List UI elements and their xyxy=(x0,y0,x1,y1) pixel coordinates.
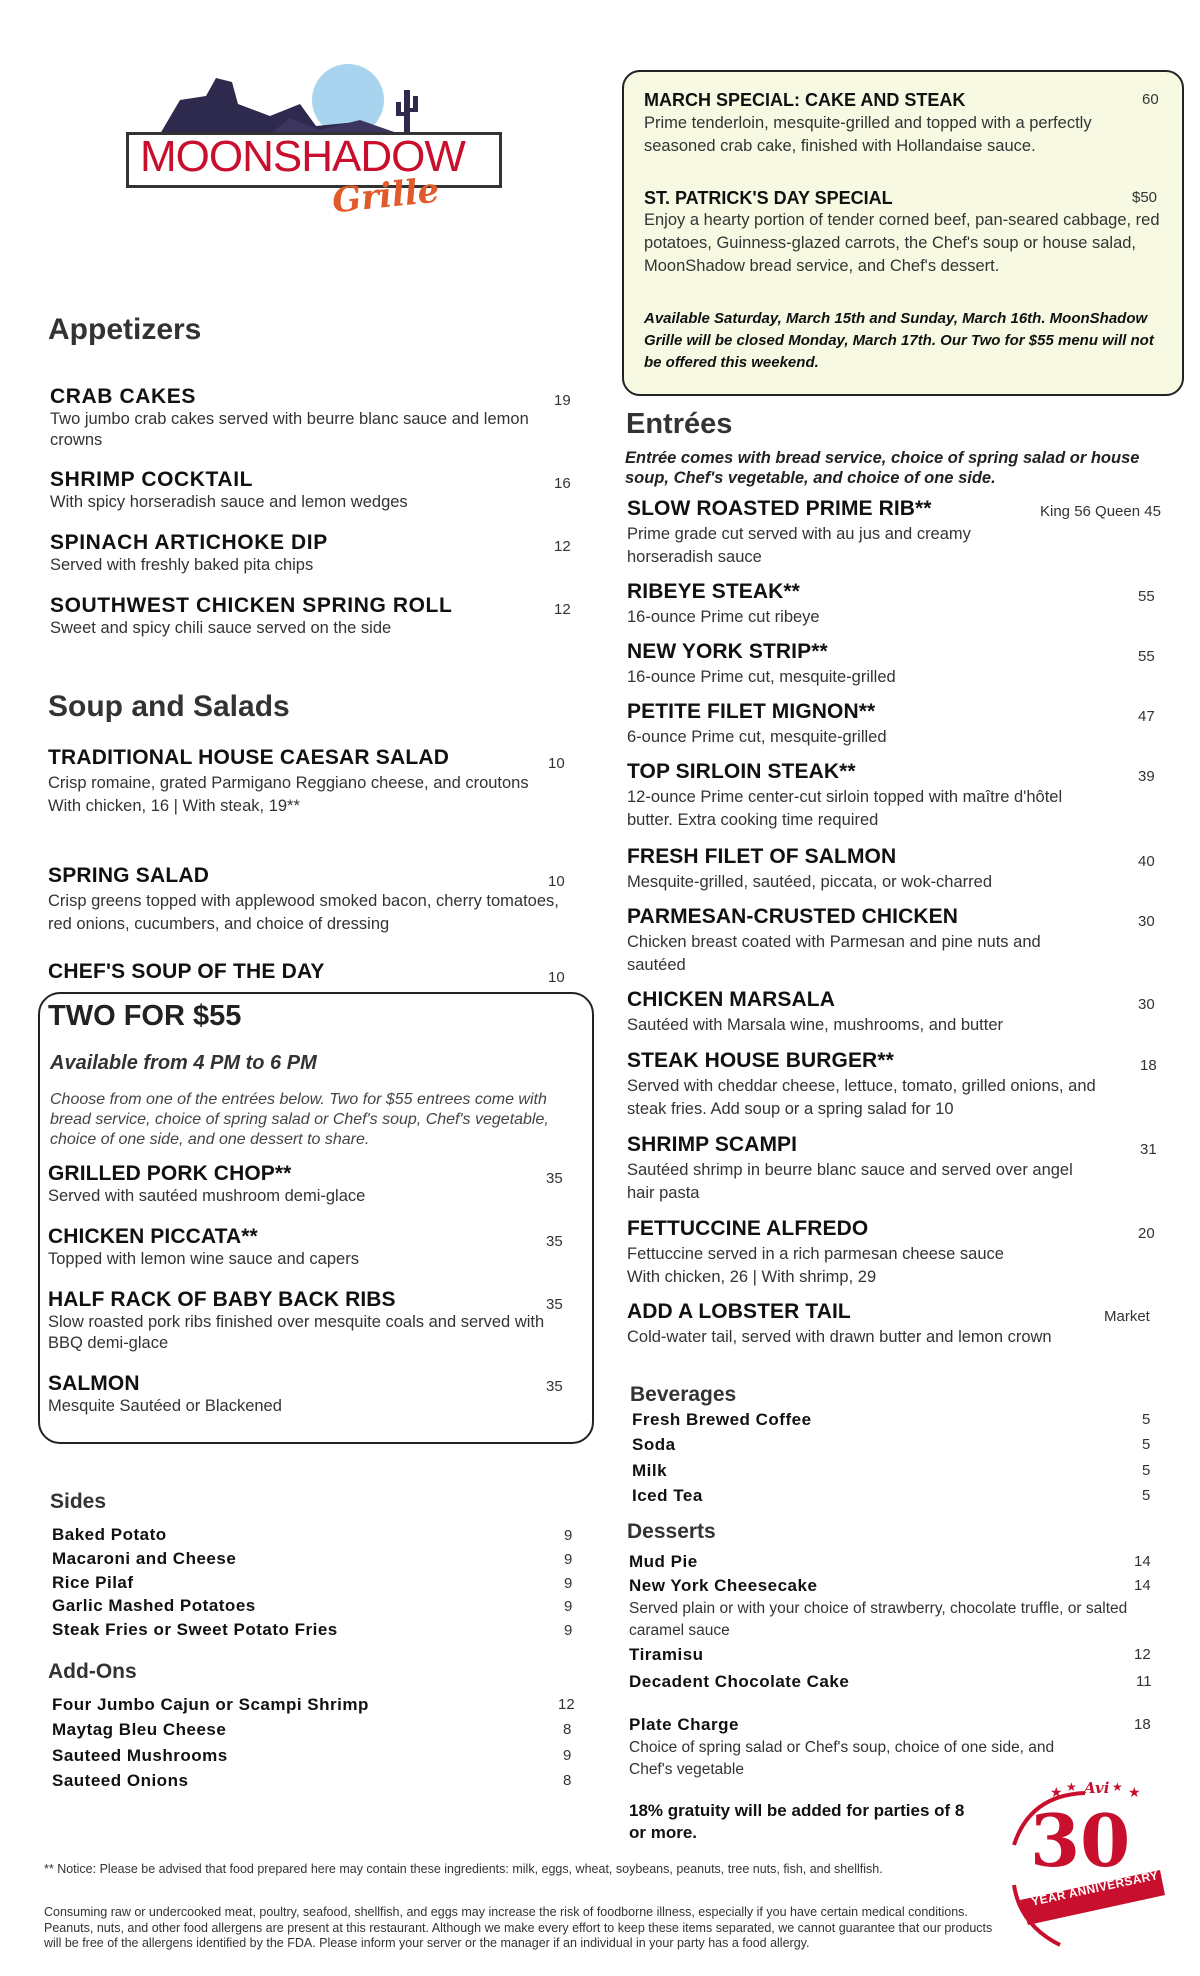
entrees-heading: Entrées xyxy=(626,408,733,440)
specials-note: Available Saturday, March 15th and Sunday, March 16th. MoonShadow Grille will be closed Monday, March 17th. Our Two for $55 menu will not be offered this weekend. xyxy=(644,310,1154,371)
item-desc: Slow roasted pork ribs finished over mesquite coals and served with BBQ demi-glace xyxy=(48,1313,545,1352)
item-option: With chicken, 26 | With shrimp, 29 xyxy=(627,1268,877,1286)
menu-item xyxy=(48,1288,548,1354)
item-name: TRADITIONAL HOUSE CAESAR SALAD xyxy=(48,746,450,769)
item-desc: Served with freshly baked pita chips xyxy=(50,556,314,574)
item-desc: Crisp greens topped with applewood smoked bacon, cherry tomatoes, red onions, cucumbers, and choice of dressing xyxy=(48,892,559,933)
item-price: 35 xyxy=(546,1378,563,1395)
item-name: SPRING SALAD xyxy=(48,864,210,887)
dessert-price: 14 xyxy=(1134,1577,1151,1594)
plate-charge-price: 18 xyxy=(1134,1716,1151,1733)
item-price: King 56 Queen 45 xyxy=(1040,503,1161,520)
menu-item xyxy=(50,468,530,513)
svg-text:★: ★ xyxy=(1128,1784,1141,1800)
side-price: 9 xyxy=(564,1622,573,1639)
menu-item xyxy=(627,1300,1097,1349)
item-price: 35 xyxy=(546,1233,563,1250)
item-price: 10 xyxy=(548,873,565,890)
item-price: 55 xyxy=(1138,648,1155,665)
side-item: Macaroni and Cheese xyxy=(52,1549,237,1568)
item-name: CHEF'S SOUP OF THE DAY xyxy=(48,960,325,983)
item-price: 30 xyxy=(1138,996,1155,1013)
menu-item xyxy=(50,594,550,639)
two-for-note: Choose from one of the entrées below. Two for $55 entrees come with bread service, choice of spring salad or Chef's soup, Chef's vegetable, choice of one side, and one dessert to share. xyxy=(50,1091,549,1148)
addon-item: Four Jumbo Cajun or Scampi Shrimp xyxy=(52,1695,369,1714)
item-desc: With spicy horseradish sauce and lemon wedges xyxy=(50,493,408,511)
item-option: With chicken, 16 | With steak, 19** xyxy=(48,797,300,815)
item-price: 20 xyxy=(1138,1225,1155,1242)
desserts-heading: Desserts xyxy=(627,1520,716,1543)
item-desc: 12-ounce Prime center-cut sirloin topped with maître d'hôtel butter. Extra cooking time required xyxy=(627,788,1063,829)
beverage-price: 5 xyxy=(1142,1411,1151,1428)
item-name: PARMESAN-CRUSTED CHICKEN xyxy=(627,905,959,928)
sides-heading: Sides xyxy=(50,1490,107,1513)
item-desc: Chicken breast coated with Parmesan and pine nuts and sautéed xyxy=(627,933,1041,974)
addon-price: 9 xyxy=(563,1747,572,1764)
beverages-heading: Beverages xyxy=(630,1383,737,1406)
beverage-price: 5 xyxy=(1142,1462,1151,1479)
item-name: SHRIMP SCAMPI xyxy=(627,1133,798,1156)
item-name: SALMON xyxy=(48,1372,140,1395)
item-price: 35 xyxy=(546,1296,563,1313)
menu-item xyxy=(48,960,568,984)
dessert-item: Tiramisu xyxy=(629,1645,704,1664)
menu-item xyxy=(627,497,1047,569)
item-desc: Fettuccine served in a rich parmesan cheese sauce xyxy=(627,1245,1004,1263)
two-for-title: TWO FOR $55 xyxy=(48,1000,242,1032)
stpat-special-price: $50 xyxy=(1132,189,1158,206)
item-desc: Served with sautéed mushroom demi-glace xyxy=(48,1187,366,1205)
addon-item: Maytag Bleu Cheese xyxy=(52,1720,227,1739)
item-desc: Served with cheddar cheese, lettuce, tomato, grilled onions, and steak fries. Add soup or a spring salad for 10 xyxy=(627,1077,1096,1118)
restaurant-logo xyxy=(120,60,520,230)
item-price: 19 xyxy=(554,392,571,409)
item-price: 30 xyxy=(1138,913,1155,930)
stpat-special-desc: Enjoy a hearty portion of tender corned beef, pan-seared cabbage, red potatoes, Guinness-glazed carrots, the Chef's soup or house salad, MoonShadow bread service, and Chef's dessert. xyxy=(644,211,1160,275)
dessert-item: Mud Pie xyxy=(629,1552,698,1571)
item-price: 40 xyxy=(1138,853,1155,870)
item-name: TOP SIRLOIN STEAK** xyxy=(627,760,856,783)
side-item: Steak Fries or Sweet Potato Fries xyxy=(52,1620,338,1639)
entrees-note: Entrée comes with bread service, choice of spring salad or house soup, Chef's vegetable, and choice of one side. xyxy=(625,449,1140,487)
item-price: 16 xyxy=(554,475,571,492)
menu-item xyxy=(627,760,1097,832)
logo-script: Grille xyxy=(330,170,442,222)
item-desc: Mesquite-grilled, sautéed, piccata, or wok-charred xyxy=(627,873,993,891)
soups-heading: Soup and Salads xyxy=(48,690,290,723)
side-item: Garlic Mashed Potatoes xyxy=(52,1596,256,1615)
item-name: SOUTHWEST CHICKEN SPRING ROLL xyxy=(50,594,453,617)
gratuity-note: 18% gratuity will be added for parties of 8 or more. xyxy=(629,1801,965,1842)
item-name: RIBEYE STEAK** xyxy=(627,580,800,603)
item-desc: 16-ounce Prime cut ribeye xyxy=(627,608,820,626)
beverage-item: Soda xyxy=(632,1435,676,1454)
item-price: Market xyxy=(1104,1308,1150,1325)
item-price: 31 xyxy=(1140,1141,1157,1158)
two-for-subtitle: Available from 4 PM to 6 PM xyxy=(50,1052,317,1074)
item-name: PETITE FILET MIGNON** xyxy=(627,700,876,723)
menu-item xyxy=(48,1162,558,1207)
item-desc: 16-ounce Prime cut, mesquite-grilled xyxy=(627,668,896,686)
svg-text:★: ★ xyxy=(1050,1784,1063,1800)
beverage-item: Fresh Brewed Coffee xyxy=(632,1410,812,1429)
dessert-price: 12 xyxy=(1134,1646,1151,1663)
item-desc: Two jumbo crab cakes served with beurre blanc sauce and lemon crowns xyxy=(50,410,529,449)
item-desc: Topped with lemon wine sauce and capers xyxy=(48,1250,359,1268)
item-name: SLOW ROASTED PRIME RIB** xyxy=(627,497,932,520)
side-item: Rice Pilaf xyxy=(52,1573,134,1592)
side-price: 9 xyxy=(564,1551,573,1568)
appetizers-heading: Appetizers xyxy=(48,313,202,346)
beverage-price: 5 xyxy=(1142,1436,1151,1453)
beverage-price: 5 xyxy=(1142,1487,1151,1504)
item-name: CRAB CAKES xyxy=(50,385,197,408)
side-price: 9 xyxy=(564,1527,573,1544)
item-price: 10 xyxy=(548,755,565,772)
menu-item xyxy=(50,385,530,451)
item-name: FRESH FILET OF SALMON xyxy=(627,845,897,868)
plate-charge-desc: Choice of spring salad or Chef's soup, choice of one side, and Chef's vegetable xyxy=(629,1739,1055,1778)
menu-item xyxy=(627,640,1047,689)
item-desc: Crisp romaine, grated Parmigano Reggiano cheese, and croutons xyxy=(48,774,529,792)
dessert-price: 14 xyxy=(1134,1553,1151,1570)
menu-item xyxy=(627,580,1047,629)
item-name: HALF RACK OF BABY BACK RIBS xyxy=(48,1288,396,1311)
item-price: 39 xyxy=(1138,768,1155,785)
item-desc: 6-ounce Prime cut, mesquite-grilled xyxy=(627,728,887,746)
menu-item xyxy=(627,1217,1097,1289)
menu-item xyxy=(627,905,1097,977)
menu-item xyxy=(627,700,1047,749)
side-item: Baked Potato xyxy=(52,1525,167,1544)
addon-item: Sauteed Onions xyxy=(52,1771,189,1790)
item-name: CHICKEN MARSALA xyxy=(627,988,835,1011)
march-special-desc: Prime tenderloin, mesquite-grilled and topped with a perfectly seasoned crab cake, finished with Hollandaise sauce. xyxy=(644,114,1092,155)
beverage-item: Iced Tea xyxy=(632,1486,703,1505)
dessert-item: New York Cheesecake xyxy=(629,1576,818,1595)
item-desc: Sweet and spicy chili sauce served on the side xyxy=(50,619,392,637)
item-name: SHRIMP COCKTAIL xyxy=(50,468,254,491)
foodborne-warning: Consuming raw or undercooked meat, poultry, seafood, shellfish, and eggs may increase the risk of foodborne illness, especially if you have certain medical conditions. Peanuts, nuts, and other food allergens are present at this restaurant. Although we make every effort to keep these items separated, we cannot guarantee that our products will be free of the allergens identified by the FDA. Please inform your server or the manager if an individual in your party has a food allergy. xyxy=(44,1905,993,1950)
svg-text:★: ★ xyxy=(1066,1780,1077,1794)
item-name: GRILLED PORK CHOP** xyxy=(48,1162,292,1185)
anniversary-badge xyxy=(1000,1775,1170,1955)
item-desc: Cold-water tail, served with drawn butter and lemon crown xyxy=(627,1328,1052,1346)
item-name: STEAK HOUSE BURGER** xyxy=(627,1049,894,1072)
allergen-notice: ** Notice: Please be advised that food prepared here may contain these ingredients: milk, eggs, wheat, soybeans, peanuts, tree nuts, fish, and shellfish. xyxy=(44,1862,883,1876)
menu-item xyxy=(627,845,1097,894)
side-price: 9 xyxy=(564,1575,573,1592)
logo-wordmark: MOONSHADOW xyxy=(140,132,465,181)
item-name: FETTUCCINE ALFREDO xyxy=(627,1217,869,1240)
addon-price: 8 xyxy=(563,1721,572,1738)
addon-price: 12 xyxy=(558,1696,575,1713)
item-desc: Sautéed with Marsala wine, mushrooms, and butter xyxy=(627,1016,1004,1034)
menu-item xyxy=(48,746,568,818)
menu-item xyxy=(50,531,530,576)
item-price: 55 xyxy=(1138,588,1155,605)
plate-charge-name: Plate Charge xyxy=(629,1715,739,1734)
item-name: SPINACH ARTICHOKE DIP xyxy=(50,531,328,554)
item-price: 12 xyxy=(554,538,571,555)
item-desc: Sautéed shrimp in beurre blanc sauce and served over angel hair pasta xyxy=(627,1161,1073,1202)
item-price: 47 xyxy=(1138,708,1155,725)
badge-text: YEAR ANNIVERSARY xyxy=(1030,1868,1160,1909)
dessert-desc: Served plain or with your choice of strawberry, chocolate truffle, or salted caramel sauce xyxy=(629,1600,1128,1639)
beverage-item: Milk xyxy=(632,1461,668,1480)
menu-item xyxy=(627,988,1097,1037)
menu-item xyxy=(48,864,568,936)
item-price: 35 xyxy=(546,1170,563,1187)
dessert-price: 11 xyxy=(1136,1673,1152,1690)
menu-item xyxy=(48,1372,558,1417)
item-desc: Prime grade cut served with au jus and creamy horseradish sauce xyxy=(627,525,971,566)
dessert-item: Decadent Chocolate Cake xyxy=(629,1672,850,1691)
march-special-price: 60 xyxy=(1142,91,1159,108)
item-price: 18 xyxy=(1140,1057,1157,1074)
addon-price: 8 xyxy=(563,1772,572,1789)
addons-heading: Add-Ons xyxy=(48,1660,137,1683)
item-name: NEW YORK STRIP** xyxy=(627,640,828,663)
item-price: 12 xyxy=(554,601,571,618)
item-price: 10 xyxy=(548,969,565,986)
menu-item xyxy=(627,1049,1117,1121)
stpat-special-title: ST. PATRICK'S DAY SPECIAL xyxy=(644,188,893,208)
item-desc: Mesquite Sautéed or Blackened xyxy=(48,1397,282,1415)
item-name: CHICKEN PICCATA** xyxy=(48,1225,258,1248)
menu-item xyxy=(627,1133,1097,1205)
item-name: ADD A LOBSTER TAIL xyxy=(627,1300,851,1323)
addon-item: Sauteed Mushrooms xyxy=(52,1746,228,1765)
side-price: 9 xyxy=(564,1598,573,1615)
svg-text:★: ★ xyxy=(1112,1780,1123,1794)
badge-top: Avi xyxy=(1084,1779,1110,1797)
march-special-title: MARCH SPECIAL: CAKE AND STEAK xyxy=(644,90,966,110)
menu-item xyxy=(48,1225,558,1270)
badge-number: 30 xyxy=(1030,1798,1131,1883)
